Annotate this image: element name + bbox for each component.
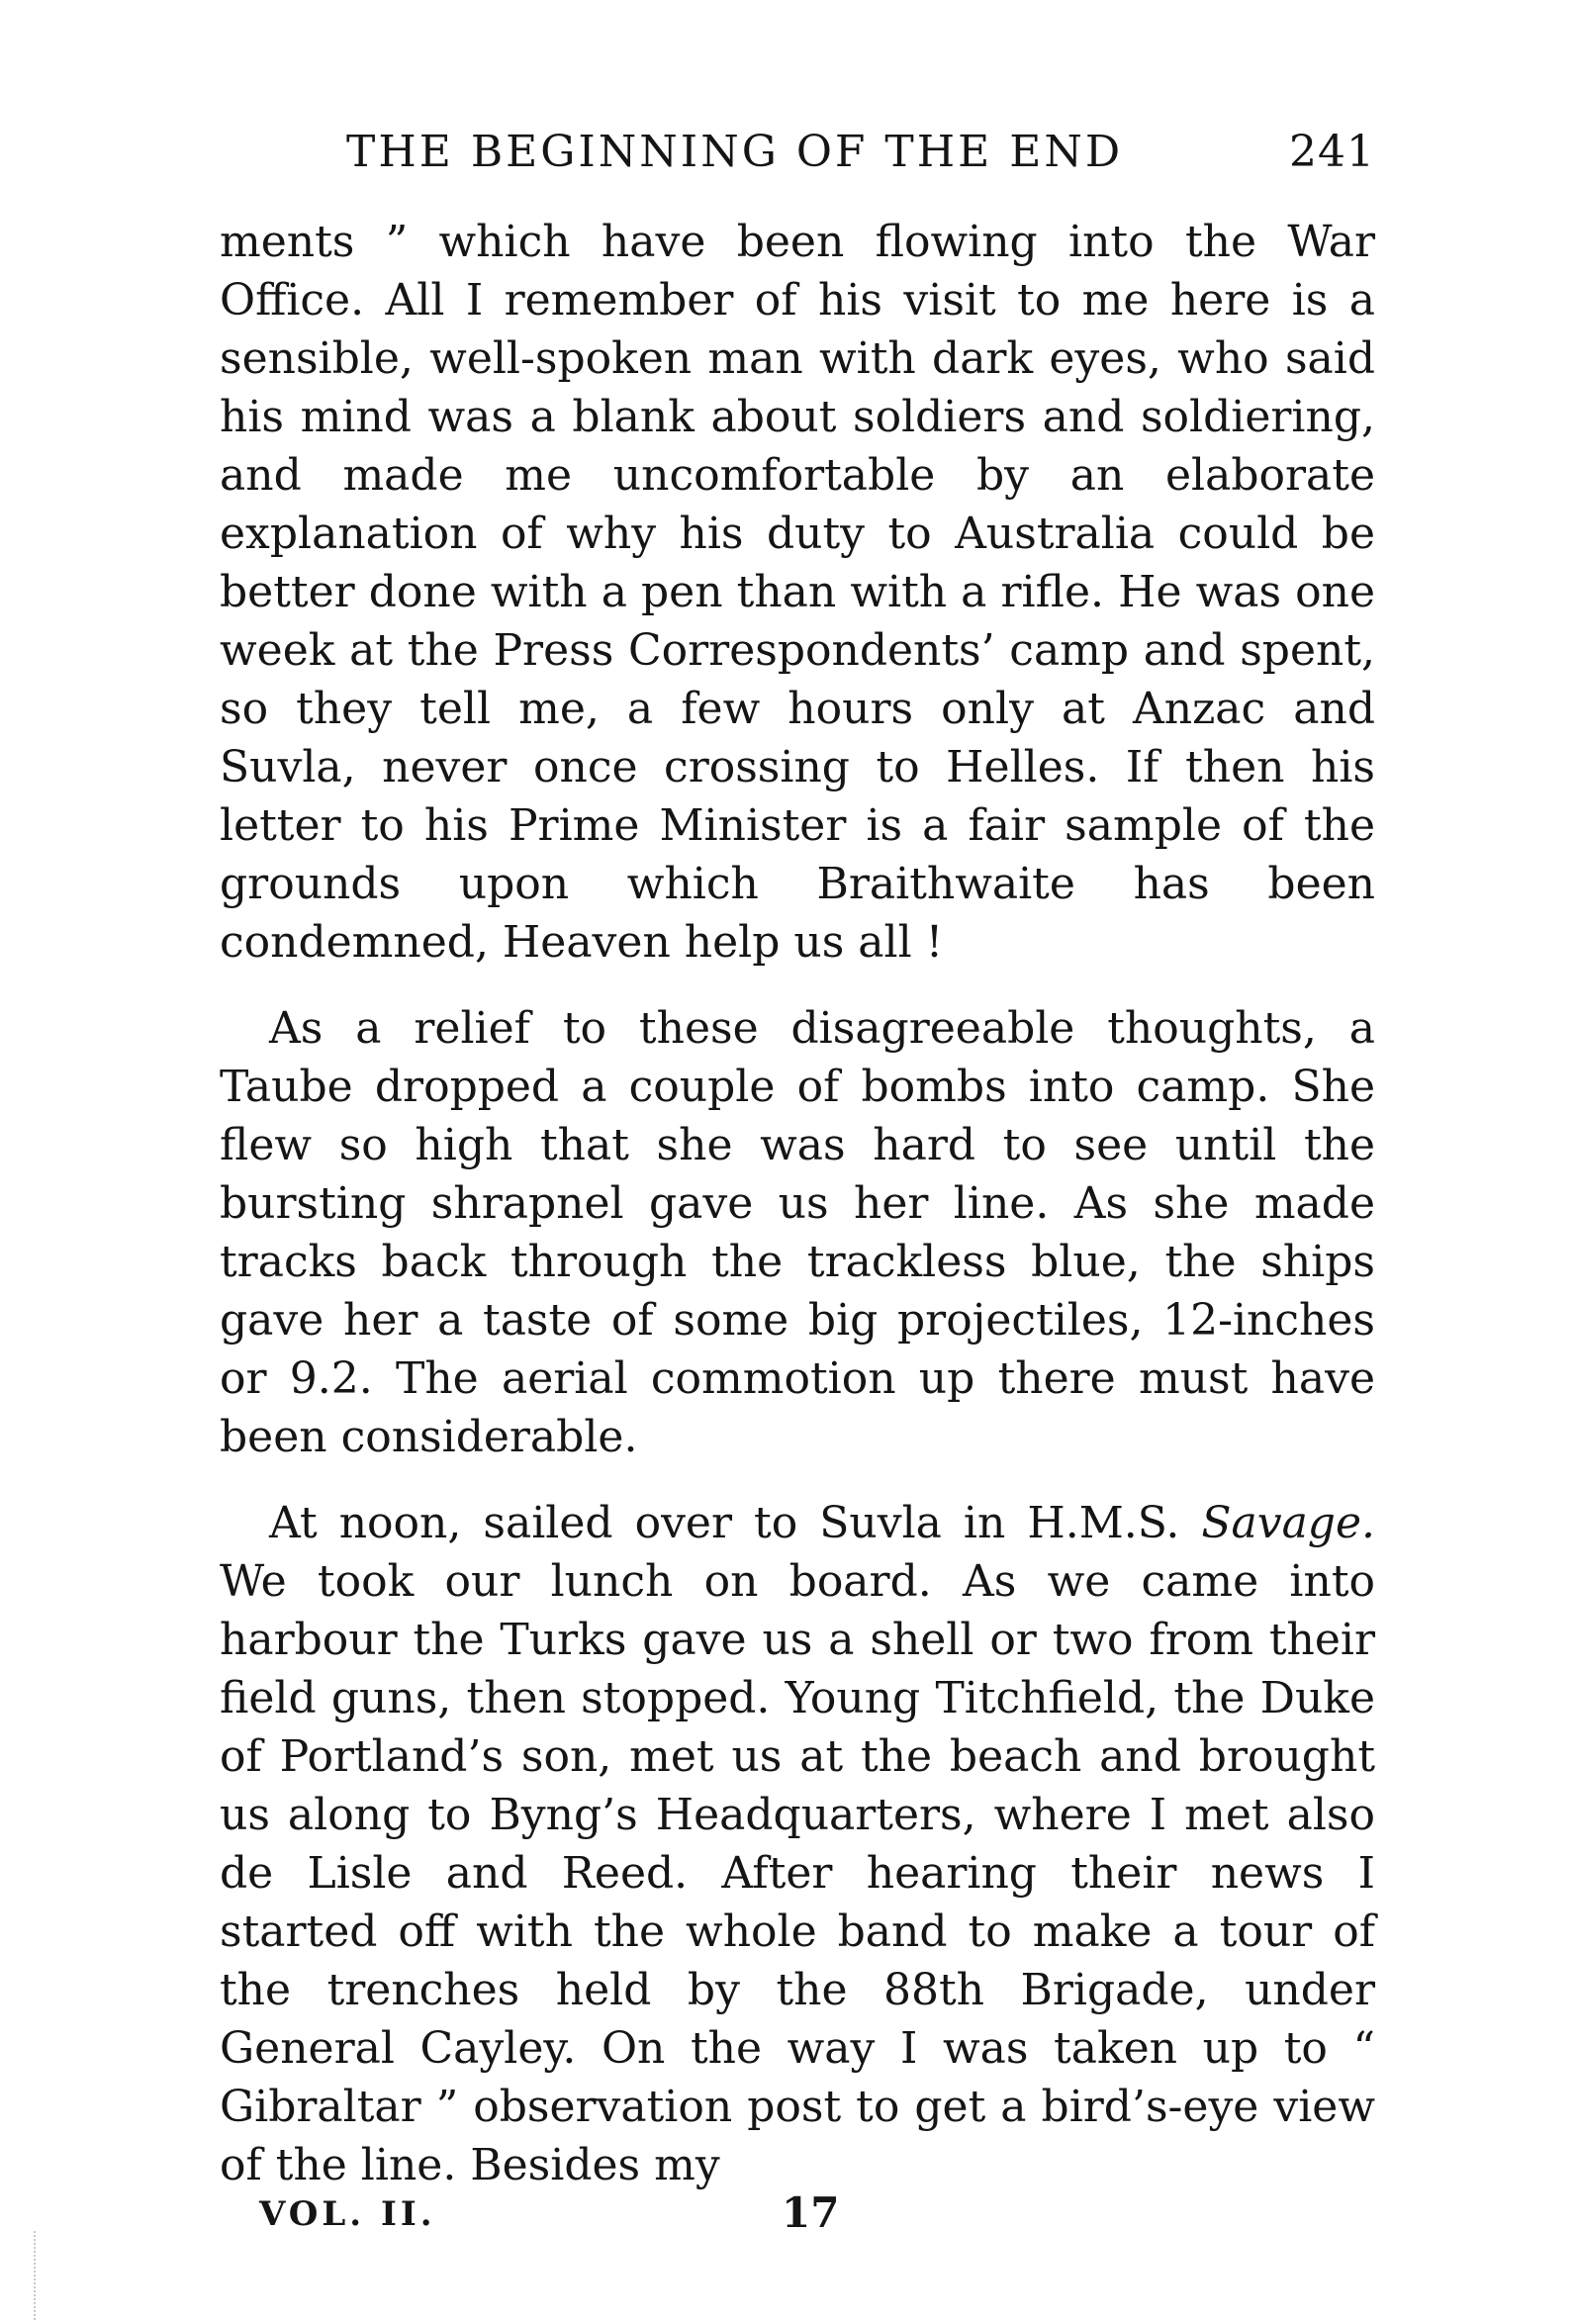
paragraph-taube: As a relief to these disagreeable thoughts, a Taube dropped a couple of bombs into camp. She flew so high that she was hard to see until the bursting shrapnel gave us her line. As she made tracks back through the trackless blue, the ships gave her a taste of some big projectiles, 12-inches or 9.2. The aerial commotion up there must have been considerable. <box>220 1003 1375 1462</box>
page-number: 241 <box>1289 127 1375 177</box>
running-head-title: THE BEGINNING OF THE END <box>346 127 1124 177</box>
paragraph-suvla-start: At noon, sailed over to Suvla in H.M.S. <box>269 1498 1202 1548</box>
ship-name: Savage. <box>1201 1498 1375 1548</box>
signature-number: 17 <box>782 2188 840 2237</box>
body-text <box>220 213 1375 2194</box>
paragraph-continuation: ments ” which have been flowing into the War Office. All I remember of his visit to me here is a sensible, well-spoken man with dark eyes, who said his mind was a blank about soldiers and soldiering, and made me uncomfortable by an elaborate explanation of why his duty to Australia could be better done with a pen than with a rifle. He was one week at the Press Correspondents’ camp and spent, so they tell me, a few hours only at Anzac and Suvla, never once crossing to Helles. If then his letter to his Prime Minister is a fair sample of the grounds upon which Braithwaite has been condemned, Heaven help us all ! <box>220 217 1375 968</box>
paragraph-suvla-rest: We took our lunch on board. As we came into harbour the Turks gave us a shell or two from their field guns, then stopped. Young Titchfield, the Duke of Portland’s son, met us at the beach and brought us along to Byng’s Headquarters, where I met also de Lisle and Reed. After hearing their news I started off with the whole band to make a tour of the trenches held by the 88th Brigade, under General Cayley. On the way I was taken up to “ Gibraltar ” observation post to get a bird’s-eye view of the line. Besides my <box>220 1556 1375 2190</box>
volume-signature: VOL. II. <box>259 2194 436 2234</box>
running-head <box>346 127 1375 186</box>
margin-scan-mark <box>34 2231 38 2320</box>
paragraph-suvla <box>220 1494 1375 2194</box>
